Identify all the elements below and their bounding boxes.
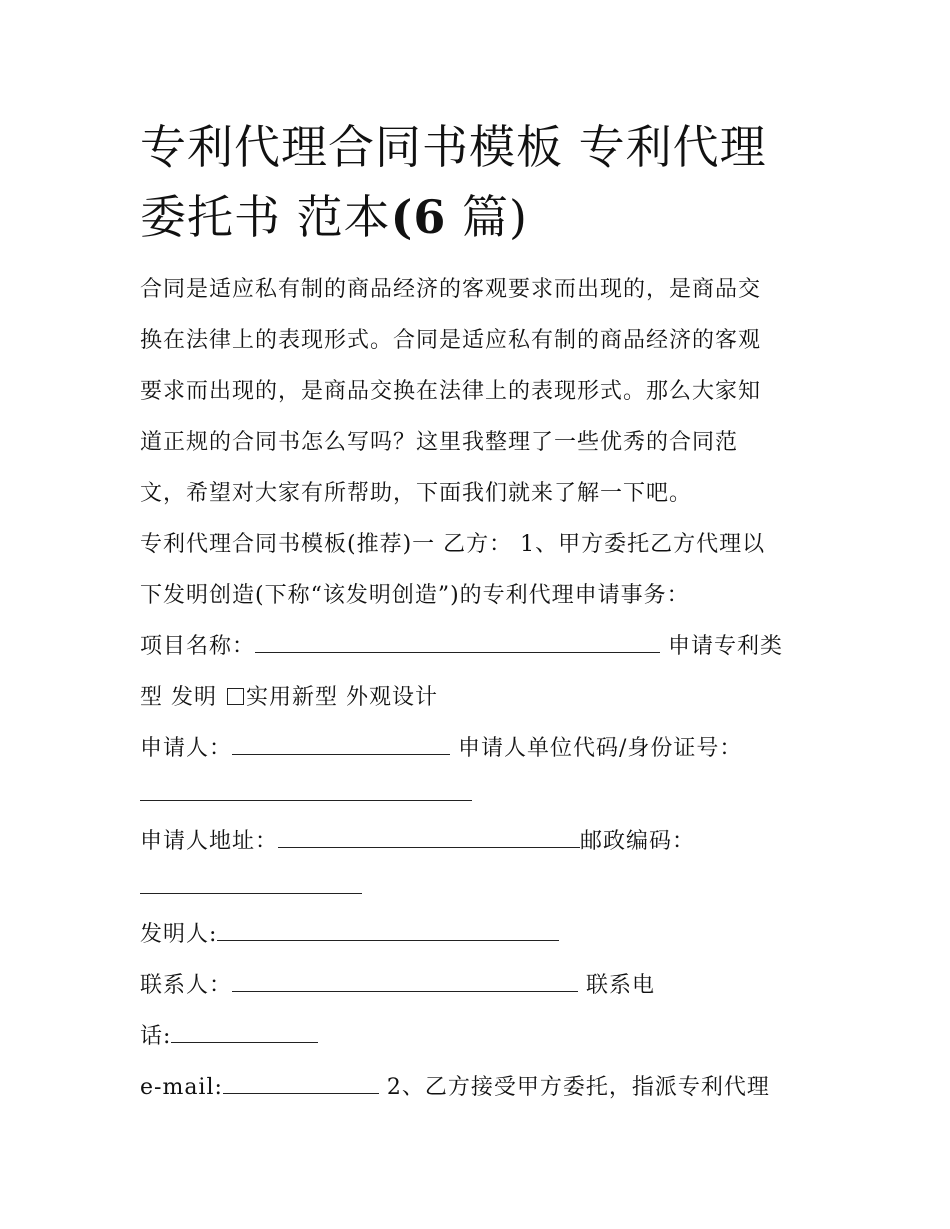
- patent-type-options: 实用新型 外观设计: [246, 685, 438, 710]
- applicant-id-label: 申请人单位代码/身份证号：: [450, 736, 743, 761]
- applicant-id-row: [140, 774, 820, 816]
- address-label: 申请人地址：: [140, 829, 279, 854]
- contact-blank: [232, 971, 578, 992]
- applicant-id-blank: [140, 780, 472, 801]
- address-row: [140, 816, 820, 867]
- applicant-row: [140, 723, 820, 774]
- clause-2-text: 2、乙方接受甲方委托，指派专利代理: [378, 1075, 770, 1100]
- inventor-row: [140, 909, 820, 960]
- title-line-2-bold: (6: [390, 190, 447, 244]
- intro-line: 文，希望对大家有所帮助，下面我们就来了解一下吧。: [140, 481, 693, 506]
- project-name-label: 项目名称：: [140, 634, 256, 659]
- section-line: 下发明创造(下称“该发明创造”)的专利代理申请事务：: [140, 583, 690, 608]
- phone-blank: [171, 1022, 318, 1043]
- email-row: [140, 1062, 820, 1113]
- applicant-blank: [232, 734, 450, 755]
- email-label: e-mail:: [140, 1075, 223, 1100]
- contact-row: [140, 960, 820, 1011]
- inventor-blank: [217, 920, 559, 941]
- intro-paragraph: [140, 264, 820, 519]
- patent-type-row: [140, 672, 820, 723]
- address-blank: [278, 827, 580, 848]
- phone-label-part2: 话:: [140, 1024, 172, 1049]
- postcode-blank: [140, 873, 362, 894]
- phone-label-part1: 联系电: [578, 973, 656, 998]
- intro-line: 换在法律上的表现形式。合同是适应私有制的商品经济的客观: [140, 328, 762, 353]
- section-paragraph: [140, 519, 820, 621]
- document-title: [140, 112, 820, 252]
- postcode-row: [140, 867, 820, 909]
- applicant-label: 申请人：: [140, 736, 233, 761]
- patent-type-cont: 型 发明: [140, 685, 225, 710]
- contact-label: 联系人：: [140, 973, 233, 998]
- document-page: [140, 112, 820, 1113]
- intro-line: 道正规的合同书怎么写吗？这里我整理了一些优秀的合同范: [140, 430, 739, 455]
- intro-line: 要求而出现的，是商品交换在法律上的表现形式。那么大家知: [140, 379, 762, 404]
- postcode-label: 邮政编码：: [580, 829, 696, 854]
- email-blank: [223, 1073, 379, 1094]
- checkbox-icon: [227, 688, 244, 705]
- patent-type-label: 申请专利类: [660, 634, 784, 659]
- project-name-row: [140, 621, 820, 672]
- application-form: [140, 621, 820, 1113]
- project-name-blank: [255, 632, 660, 653]
- inventor-label: 发明人:: [140, 922, 218, 947]
- title-line-2-suffix: 篇): [446, 190, 528, 244]
- section-line: 专利代理合同书模板(推荐)一 乙方： 1、甲方委托乙方代理以: [140, 532, 766, 557]
- intro-line: 合同是适应私有制的商品经济的客观要求而出现的，是商品交: [140, 277, 762, 302]
- phone-row: [140, 1011, 820, 1062]
- title-line-1: 专利代理合同书模板 专利代理: [140, 120, 767, 174]
- title-line-2-prefix: 委托书 范本: [140, 190, 391, 244]
